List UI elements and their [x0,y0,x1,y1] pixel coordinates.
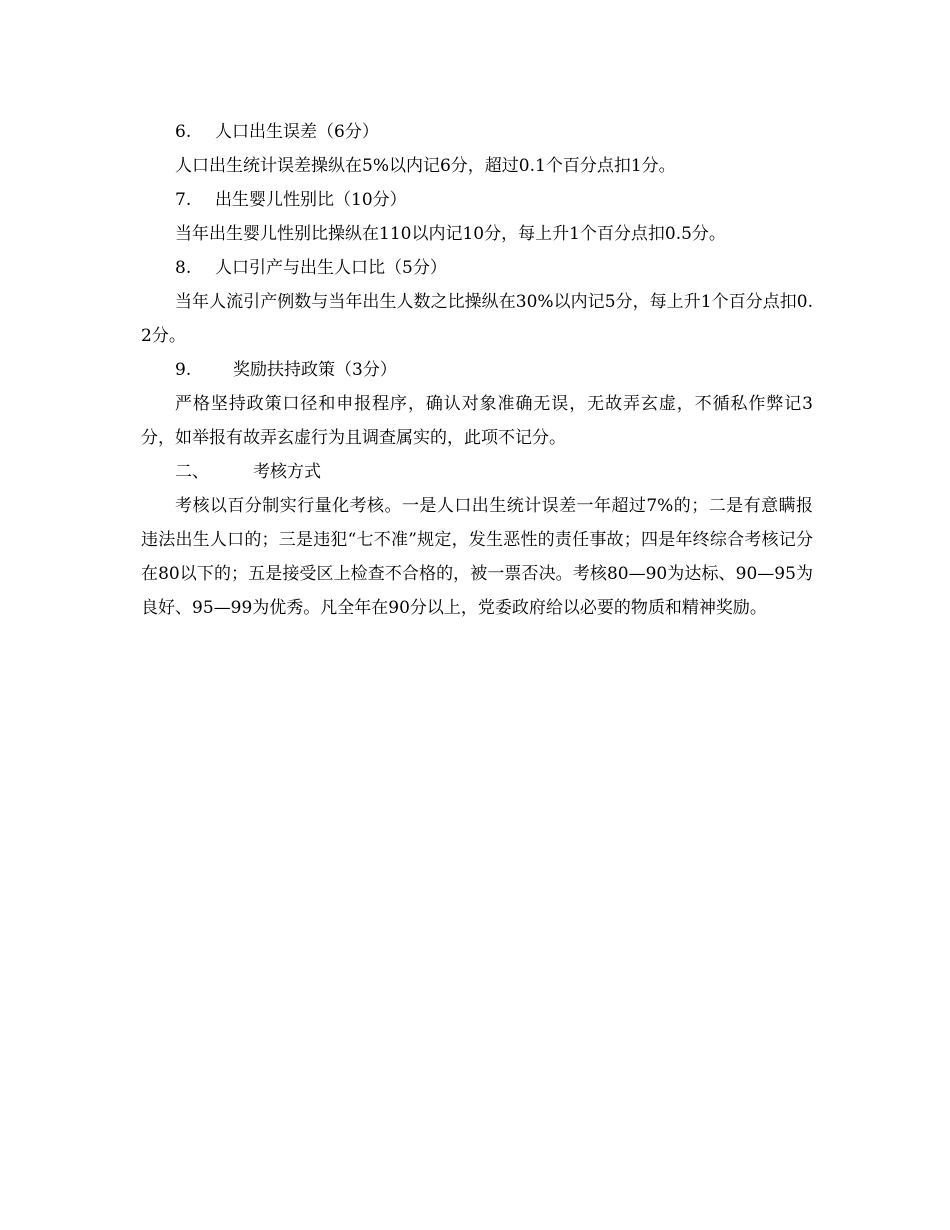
section-6-number: 6. [175,122,192,142]
part-2-body: 考核以百分制实行量化考核。一是人口出生统计误差一年超过7%的；二是有意瞒报违法出生人口的；三是违犯“七不准”规定，发生恶性的责任事故；四是年终综合考核记分在80以下的；五是接受区上检查不合格的，被一票否决。考核80—90为达标、90—95为良好、95—99为优秀。凡全年在90分以上，党委政府给以必要的物质和精神奖励。 [141,496,813,618]
section-7-title: 出生婴儿性别比（10分） [215,190,407,210]
section-8-body: 当年人流引产例数与当年出生人数之比操纵在30%以内记5分，每上升1个百分点扣0.2分。 [141,292,813,346]
section-8-heading [141,251,813,285]
section-6-heading [141,115,813,149]
section-6-title: 人口出生误差（6分） [215,122,379,142]
part-2-title: 考核方式 [253,462,321,482]
section-9-title: 奖励扶持政策（3分） [233,360,397,380]
section-6-body: 人口出生统计误差操纵在5%以内记6分，超过0.1个百分点扣1分。 [175,156,676,176]
document-page [141,115,813,625]
section-9-number: 9. [175,360,192,380]
part-2-heading [141,455,813,489]
section-7-body: 当年出生婴儿性别比操纵在110以内记10分，每上升1个百分点扣0.5分。 [175,224,726,244]
section-9-body: 严格坚持政策口径和申报程序，确认对象准确无误，无故弄玄虚，不循私作弊记3分，如举报有故弄玄虚行为且调查属实的，此项不记分。 [141,394,813,448]
section-9-heading [141,353,813,387]
part-2-number: 二、 [175,462,209,482]
section-8-title: 人口引产与出生人口比（5分） [215,258,447,278]
section-7-heading [141,183,813,217]
section-8-number: 8. [175,258,192,278]
section-7-number: 7. [175,190,192,210]
